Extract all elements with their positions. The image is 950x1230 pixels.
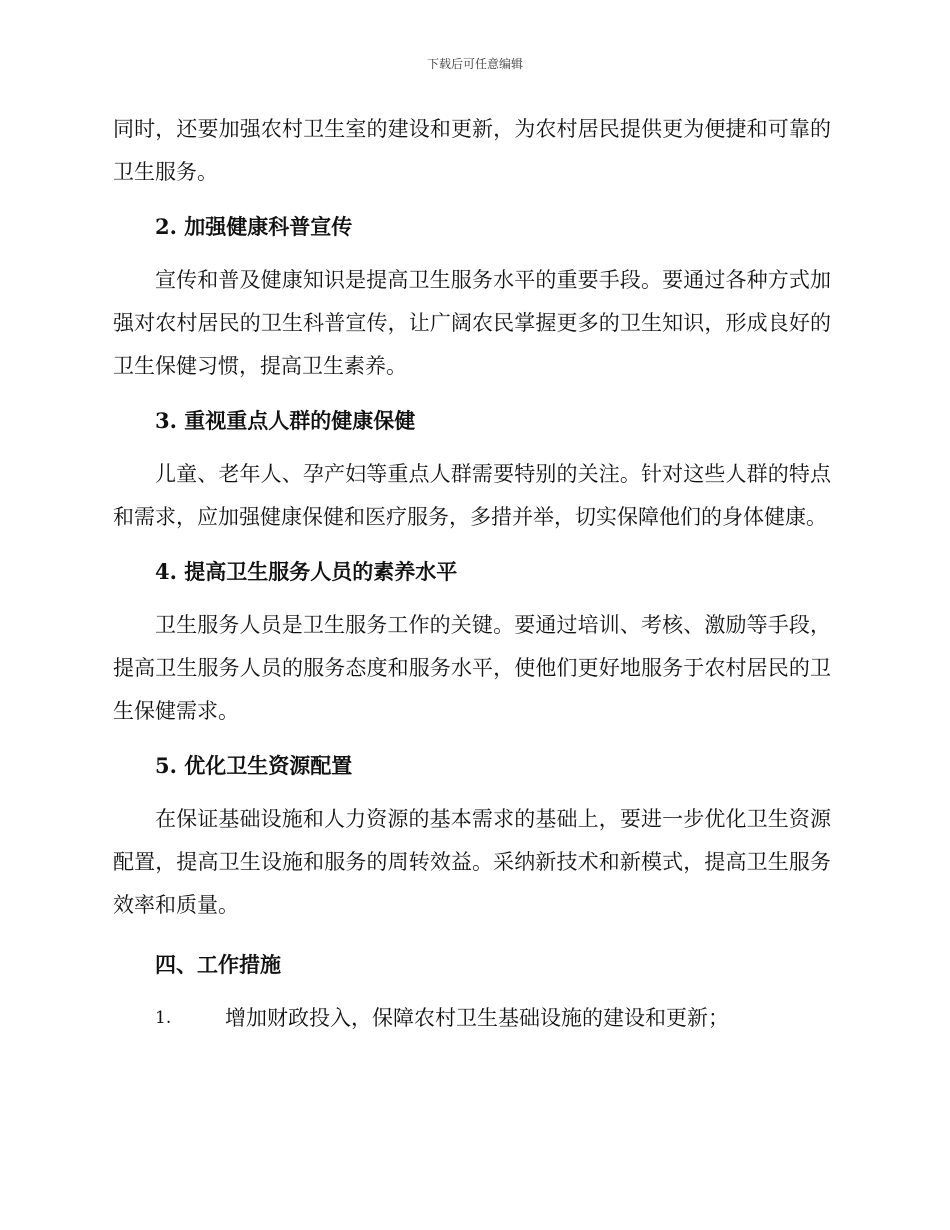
list-item-number: 1. [155, 1008, 172, 1028]
section-3 [113, 399, 831, 539]
section-paragraph: 儿童、老年人、孕产妇等重点人群需要特别的关注。针对这些人群的特点和需求，应加强健康保健和医疗服务，多措并举，切实保障他们的身体健康。 [113, 462, 831, 529]
chapter-heading: 四、工作措施 [155, 952, 281, 977]
page-header: 下载后可任意编辑 [426, 57, 523, 71]
section-heading: 5. 优化卫生资源配置 [155, 753, 353, 778]
section-4 [113, 550, 831, 733]
list-item-text: 增加财政投入，保障农村卫生基础设施的建设和更新； [225, 1006, 729, 1030]
document-body [113, 108, 831, 1040]
section-heading: 4. 提高卫生服务人员的素养水平 [155, 559, 458, 584]
intro-paragraph: 同时，还要加强农村卫生室的建设和更新，为农村居民提供更为便捷和可靠的卫生服务。 [113, 117, 831, 184]
list-item [155, 997, 831, 1040]
section-paragraph: 在保证基础设施和人力资源的基本需求的基础上，要进一步优化卫生资源配置，提高卫生设施和服务的周转效益。采纳新技术和新模式，提高卫生服务效率和质量。 [113, 807, 831, 917]
section-heading: 3. 重视重点人群的健康保健 [155, 408, 416, 433]
section-paragraph: 宣传和普及健康知识是提高卫生服务水平的重要手段。要通过各种方式加强对农村居民的卫生科普宣传，让广阔农民掌握更多的卫生知识，形成良好的卫生保健习惯，提高卫生素养。 [113, 268, 831, 378]
section-5 [113, 744, 831, 927]
section-paragraph: 卫生服务人员是卫生服务工作的关键。要通过培训、考核、激励等手段，提高卫生服务人员的服务态度和服务水平，使他们更好地服务于农村居民的卫生保健需求。 [113, 613, 831, 723]
section-2 [113, 205, 831, 388]
section-heading: 2. 加强健康科普宣传 [155, 214, 353, 239]
